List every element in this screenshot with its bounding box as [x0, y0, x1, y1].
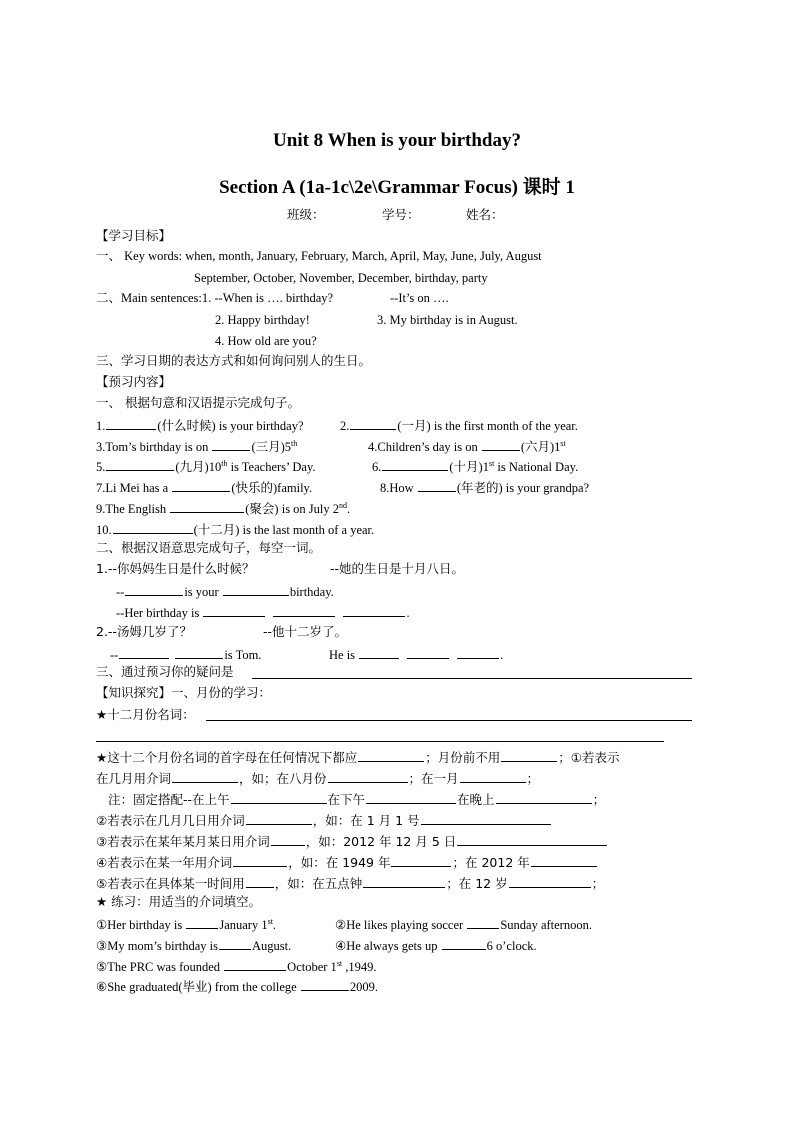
- explore-rule-in: 在几月用介词 ，如；在八月份 ；在一月 ；: [96, 771, 540, 786]
- blank[interactable]: [363, 874, 445, 888]
- goals-sentence-1b: --It’s on ….: [390, 291, 449, 305]
- blank[interactable]: [186, 915, 218, 929]
- blank[interactable]: [328, 769, 408, 783]
- blank[interactable]: [224, 957, 286, 971]
- answer-line[interactable]: [96, 741, 664, 742]
- blank[interactable]: [301, 977, 349, 991]
- question-1: 1. (什么时候) is your birthday?: [96, 416, 304, 434]
- blank[interactable]: [421, 811, 551, 825]
- blank[interactable]: [531, 853, 597, 867]
- question-8: 8.How (年老的) is your grandpa?: [380, 478, 589, 496]
- preview-heading: 【预习内容】: [96, 374, 172, 389]
- goals-keywords-cont: September, October, November, December, birthday, party: [194, 271, 488, 285]
- blank[interactable]: [418, 478, 456, 492]
- explore-rule-on-full-date: ③若表示在某年某月某日用介词 ，如：2012 年 12 月 5 日: [96, 832, 608, 850]
- blank[interactable]: [125, 582, 183, 596]
- blank[interactable]: [273, 603, 335, 617]
- blank[interactable]: [233, 853, 287, 867]
- explore-fixed-phrases: 注：固定搭配--在上午 在下午 在晚上 ；: [108, 792, 606, 807]
- question-2: 2. (一月) is the first month of the year.: [340, 416, 578, 434]
- goals-sentence-1: 二、Main sentences:1. --When is …. birthday?: [96, 291, 334, 305]
- blank[interactable]: [119, 645, 169, 659]
- blank[interactable]: [496, 790, 592, 804]
- practice-heading: ★ 练习：用适当的介词填空。: [96, 894, 262, 909]
- goals-sentence-4: 4. How old are you?: [215, 334, 317, 348]
- practice-1: ①Her birthday is January 1st.: [96, 916, 277, 932]
- months-label: ★十二月份名词：: [96, 707, 195, 722]
- sentence-2-answer-en: He is .: [329, 645, 503, 663]
- blank[interactable]: [212, 437, 250, 451]
- practice-5: ⑤The PRC was founded October 1st ,1949.: [96, 958, 377, 974]
- blank[interactable]: [366, 790, 456, 804]
- blank[interactable]: [172, 478, 230, 492]
- class-label: 班级：: [287, 207, 325, 222]
- blank[interactable]: [358, 748, 424, 762]
- blank[interactable]: [457, 645, 499, 659]
- goals-heading: 【学习目标】: [96, 228, 172, 243]
- sentence-2-en: -- is Tom.: [110, 645, 261, 663]
- goals-dates: 三、学习日期的表达方式和如何询问别人的生日。: [96, 353, 372, 368]
- explore-rule-in-year: ④若表示在某一年用介词 ，如：在 1949 年 ；在 2012 年: [96, 853, 598, 871]
- question-4: 4.Children’s day is on (六月)1st: [368, 438, 566, 454]
- blank[interactable]: [106, 457, 174, 471]
- practice-3: ③My mom’s birthday is August.: [96, 936, 291, 954]
- blank[interactable]: [223, 582, 289, 596]
- blank[interactable]: [343, 603, 405, 617]
- goals-sentence-2: 2. Happy birthday!: [215, 313, 310, 327]
- explore-rule-capital: ★这十二个月份名词的首字母在任何情况下都应 ；月份前不用 ；①若表示: [96, 750, 620, 765]
- sentence-1-zh: 1.--你妈妈生日是什么时候？: [96, 561, 255, 576]
- blank[interactable]: [271, 832, 305, 846]
- blank[interactable]: [106, 416, 156, 430]
- practice-6: ⑥She graduated(毕业) from the college 2009.: [96, 977, 378, 995]
- sentence-1-answer-zh: --她的生日是十月八日。: [330, 561, 465, 576]
- explore-rule-at-time: ⑤若表示在具体某一时间用 ，如：在五点钟 ；在 12 岁 ；: [96, 876, 605, 891]
- blank[interactable]: [382, 457, 448, 471]
- blank[interactable]: [350, 416, 396, 430]
- preview-part-1: 一、 根据句意和汉语提示完成句子。: [96, 395, 300, 410]
- sentence-2-zh: 2.--汤姆几岁了？: [96, 624, 192, 639]
- question-3: 3.Tom’s birthday is on (三月)5th: [96, 438, 298, 454]
- blank[interactable]: [231, 790, 327, 804]
- blank[interactable]: [467, 915, 499, 929]
- practice-4: ④He always gets up 6 o’clock.: [335, 936, 537, 954]
- blank[interactable]: [501, 748, 557, 762]
- blank[interactable]: [246, 874, 274, 888]
- goals-sentence-3: 3. My birthday is in August.: [377, 313, 518, 327]
- page-title: Unit 8 When is your birthday?: [273, 130, 521, 151]
- sentence-1-en: -- is your birthday.: [116, 582, 334, 600]
- question-9: 9.The English (聚会) is on July 2nd.: [96, 500, 351, 516]
- answer-line[interactable]: [206, 720, 692, 721]
- blank[interactable]: [407, 645, 449, 659]
- blank[interactable]: [246, 811, 312, 825]
- blank[interactable]: [509, 874, 591, 888]
- preview-part-2: 二、根据汉语意思完成句子，每空一词。: [96, 540, 322, 555]
- blank[interactable]: [482, 437, 520, 451]
- blank[interactable]: [391, 853, 451, 867]
- sentence-1-answer-en: --Her birthday is .: [116, 603, 410, 621]
- question-6: 6. (十月)1st is National Day.: [372, 458, 579, 474]
- preview-part-3: 三、通过预习你的疑问是: [96, 664, 234, 679]
- explore-heading: 【知识探究】一、月份的学习：: [96, 685, 272, 700]
- sentence-2-answer-zh: --他十二岁了。: [263, 624, 348, 639]
- blank[interactable]: [457, 832, 607, 846]
- blank[interactable]: [359, 645, 399, 659]
- student-id-label: 学号：: [382, 207, 420, 222]
- blank[interactable]: [219, 936, 251, 950]
- explore-rule-on-date: ②若表示在几月几日用介词 ，如：在 1 月 1 号: [96, 811, 552, 829]
- blank[interactable]: [113, 520, 193, 534]
- blank[interactable]: [175, 645, 223, 659]
- blank[interactable]: [170, 499, 244, 513]
- answer-line[interactable]: [252, 678, 692, 679]
- blank[interactable]: [442, 936, 486, 950]
- blank[interactable]: [203, 603, 265, 617]
- goals-keywords: 一、 Key words: when, month, January, February, March, April, May, June, July, August: [96, 249, 542, 263]
- page-subtitle: Section A (1a-1c\2e\Grammar Focus) 课时 1: [219, 177, 575, 198]
- question-10: 10. (十二月) is the last month of a year.: [96, 520, 374, 538]
- blank[interactable]: [172, 769, 238, 783]
- question-5: 5. (九月)10th is Teachers’ Day.: [96, 458, 316, 474]
- student-name-label: 姓名：: [466, 207, 504, 222]
- blank[interactable]: [460, 769, 526, 783]
- question-7: 7.Li Mei has a (快乐的)family.: [96, 478, 312, 496]
- practice-2: ②He likes playing soccer Sunday afternoon.: [335, 915, 592, 933]
